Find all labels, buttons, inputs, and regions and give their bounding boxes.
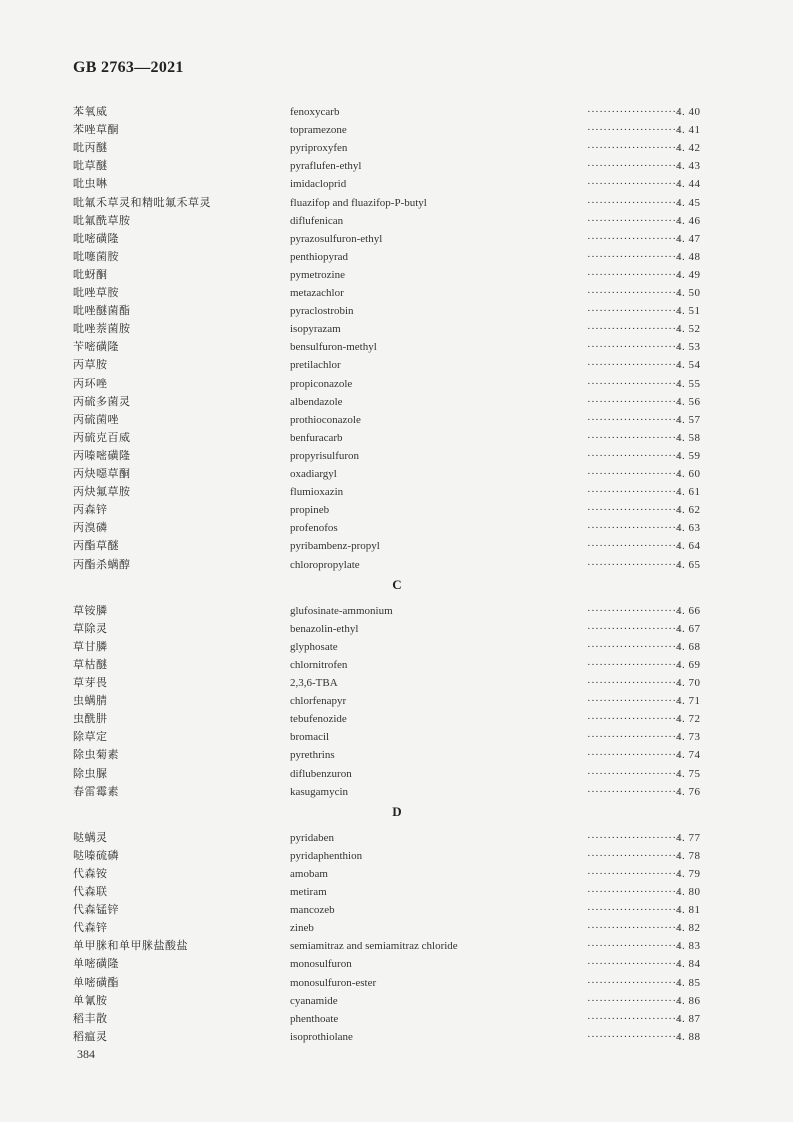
english-name: zineb <box>290 922 314 935</box>
index-entry <box>0 266 793 284</box>
clause-reference: 4. 45 <box>676 196 701 209</box>
leader-dots: ······················· <box>587 785 681 798</box>
english-name: 2,3,6-TBA <box>290 677 338 689</box>
english-name: diflufenican <box>290 214 344 227</box>
index-entry <box>0 338 793 356</box>
index-entry <box>0 447 793 465</box>
leader-dots: ······················· <box>587 431 681 444</box>
leader-dots: ······················· <box>587 287 681 299</box>
english-name: pymetrozine <box>290 268 345 281</box>
english-name: pyridaben <box>290 831 334 844</box>
chinese-name: 吡唑草胺 <box>73 286 119 299</box>
clause-reference: 4. 71 <box>676 695 701 708</box>
leader-dots: ······················· <box>587 867 681 880</box>
leader-dots: ······················· <box>587 677 681 689</box>
leader-dots: ······················· <box>587 540 681 553</box>
clause-reference: 4. 77 <box>676 831 701 844</box>
english-name: pretilachlor <box>290 359 341 372</box>
chinese-name: 吡噻菌胺 <box>73 249 119 263</box>
index-entry <box>0 783 793 801</box>
clause-reference: 4. 44 <box>676 178 701 191</box>
english-name: oxadiargyl <box>290 468 337 480</box>
index-entry <box>0 937 793 955</box>
index-entry <box>0 955 793 973</box>
index-entry <box>0 302 793 320</box>
english-name: kasugamycin <box>290 785 349 798</box>
leader-dots: ······················· <box>587 142 681 155</box>
english-name: imidacloprid <box>290 178 347 191</box>
chinese-name: 哒螨灵 <box>73 830 108 844</box>
index-entry <box>0 556 793 574</box>
chinese-name: 丙硫多菌灵 <box>73 394 131 408</box>
index-entry <box>0 710 793 728</box>
english-name: pyriproxyfen <box>290 142 348 155</box>
english-name: amobam <box>290 867 328 880</box>
clause-reference: 4. 43 <box>676 160 701 173</box>
chinese-name: 吡氟酰草胺 <box>73 213 131 227</box>
chinese-name: 虫酰肼 <box>73 712 108 726</box>
english-name: pyribambenz-propyl <box>290 540 380 553</box>
english-name: penthiopyrad <box>290 250 349 263</box>
english-name: propyrisulfuron <box>290 449 360 462</box>
chinese-name: 单氰胺 <box>73 993 108 1007</box>
chinese-name: 代森铵 <box>73 866 108 880</box>
index-entry <box>0 620 793 638</box>
english-name: monosulfuron-ester <box>290 976 377 989</box>
english-name: metiram <box>290 886 327 898</box>
english-name: cyanamide <box>290 994 338 1007</box>
chinese-name: 丙炔噁草酮 <box>73 467 131 480</box>
index-entry <box>0 248 793 266</box>
chinese-name: 代森锌 <box>73 921 108 935</box>
index-entry <box>0 692 793 710</box>
clause-reference: 4. 88 <box>676 1030 701 1043</box>
english-name: profenofos <box>290 522 338 535</box>
leader-dots: ······················· <box>587 695 681 708</box>
chinese-name: 稻瘟灵 <box>73 1029 108 1043</box>
index-entry <box>0 656 793 674</box>
section-letter: C <box>392 576 402 592</box>
clause-reference: 4. 80 <box>676 886 701 898</box>
chinese-name: 代森联 <box>73 885 108 898</box>
leader-dots: ······················· <box>587 232 681 245</box>
leader-dots: ······················· <box>587 1012 681 1025</box>
index-entry <box>0 602 793 620</box>
chinese-name: 丙炔氟草胺 <box>73 485 131 499</box>
english-name: fenoxycarb <box>290 106 340 118</box>
index-entry <box>0 974 793 992</box>
leader-dots: ······················· <box>587 958 681 971</box>
chinese-name: 单嘧磺隆 <box>73 957 119 971</box>
clause-reference: 4. 47 <box>676 232 701 245</box>
clause-reference: 4. 62 <box>676 504 701 517</box>
index-entry <box>0 356 793 374</box>
english-name: metazachlor <box>290 287 344 299</box>
english-name: benfuracarb <box>290 431 343 444</box>
clause-reference: 4. 56 <box>676 395 701 408</box>
leader-dots: ······················· <box>587 268 681 281</box>
leader-dots: ······················· <box>587 522 681 535</box>
clause-reference: 4. 42 <box>676 142 701 155</box>
page-number: 384 <box>77 1047 95 1061</box>
clause-reference: 4. 53 <box>676 341 701 354</box>
index-entry <box>0 212 793 230</box>
chinese-name: 苄嘧磺隆 <box>73 340 119 354</box>
chinese-name: 单嘧磺酯 <box>73 975 119 989</box>
clause-reference: 4. 40 <box>676 106 701 118</box>
index-entry <box>0 1028 793 1046</box>
index-entry <box>0 103 793 121</box>
leader-dots: ······················· <box>587 922 681 935</box>
leader-dots: ······················· <box>587 377 681 390</box>
clause-reference: 4. 86 <box>676 994 701 1007</box>
index-entry <box>0 139 793 157</box>
clause-reference: 4. 66 <box>676 604 701 617</box>
index-entry <box>0 320 793 338</box>
standard-id: GB 2763—2021 <box>73 59 184 76</box>
english-name: fluazifop and fluazifop-P-butyl <box>290 196 427 209</box>
chinese-name: 丙硫菌唑 <box>73 412 119 426</box>
index-entry <box>0 465 793 483</box>
english-name: flumioxazin <box>290 486 344 499</box>
clause-reference: 4. 87 <box>676 1012 701 1025</box>
english-name: pyraflufen-ethyl <box>290 160 362 173</box>
leader-dots: ······················· <box>587 886 681 898</box>
clause-reference: 4. 81 <box>676 904 701 917</box>
clause-reference: 4. 52 <box>676 323 701 336</box>
leader-dots: ······················· <box>587 341 681 354</box>
clause-reference: 4. 48 <box>676 250 701 263</box>
index-entry <box>0 411 793 429</box>
index-entry <box>0 175 793 193</box>
section-letter: D <box>392 803 402 819</box>
english-name: chloropropylate <box>290 558 360 571</box>
index-entry <box>0 919 793 937</box>
index-entry <box>0 157 793 175</box>
clause-reference: 4. 73 <box>676 731 701 744</box>
chinese-name: 丙酯草醚 <box>73 539 119 553</box>
chinese-name: 丙硫克百威 <box>73 430 131 444</box>
leader-dots: ······················· <box>587 558 681 571</box>
clause-reference: 4. 57 <box>676 413 701 426</box>
clause-reference: 4. 76 <box>676 785 701 798</box>
english-name: isopyrazam <box>290 323 341 336</box>
english-name: prothioconazole <box>290 413 361 426</box>
clause-reference: 4. 54 <box>676 359 701 372</box>
index-entry <box>0 728 793 746</box>
english-name: bensulfuron-methyl <box>290 341 377 354</box>
english-name: phenthoate <box>290 1012 339 1025</box>
leader-dots: ······················· <box>587 124 681 137</box>
english-name: glufosinate-ammonium <box>290 604 393 617</box>
english-name: isoprothiolane <box>290 1030 353 1043</box>
chinese-name: 吡蚜酮 <box>73 267 108 281</box>
index-entry <box>0 537 793 555</box>
chinese-name: 哒嗪硫磷 <box>73 848 119 862</box>
clause-reference: 4. 79 <box>676 867 701 880</box>
clause-reference: 4. 67 <box>676 622 701 635</box>
english-name: topramezone <box>290 124 347 137</box>
english-name: pyrazosulfuron-ethyl <box>290 232 383 245</box>
leader-dots: ······················· <box>587 994 681 1007</box>
leader-dots: ······················· <box>587 413 681 426</box>
clause-reference: 4. 51 <box>676 305 701 318</box>
english-name: semiamitraz and semiamitraz chloride <box>290 940 458 953</box>
leader-dots: ······················· <box>587 305 681 318</box>
index-entry <box>0 1010 793 1028</box>
leader-dots: ······················· <box>587 250 681 263</box>
english-name: pyridaphenthion <box>290 849 363 862</box>
clause-reference: 4. 78 <box>676 849 701 862</box>
leader-dots: ······················· <box>587 604 681 617</box>
index-entry <box>0 483 793 501</box>
chinese-name: 丙溴磷 <box>73 521 108 535</box>
leader-dots: ······················· <box>587 449 681 462</box>
leader-dots: ······················· <box>587 106 681 118</box>
english-name: pyraclostrobin <box>290 305 354 318</box>
leader-dots: ······················· <box>587 323 681 336</box>
leader-dots: ······················· <box>587 395 681 408</box>
chinese-name: 吡唑萘菌胺 <box>73 322 131 336</box>
english-name: propineb <box>290 504 330 517</box>
index-entry <box>0 194 793 212</box>
leader-dots: ······················· <box>587 849 681 862</box>
clause-reference: 4. 68 <box>676 640 701 653</box>
clause-reference: 4. 55 <box>676 377 701 390</box>
leader-dots: ······················· <box>587 359 681 372</box>
chinese-name: 草铵膦 <box>73 603 108 617</box>
leader-dots: ······················· <box>587 767 681 780</box>
index-entry <box>0 519 793 537</box>
chinese-name: 苯氧威 <box>73 105 108 118</box>
leader-dots: ······················· <box>587 1030 681 1043</box>
index-entry <box>0 901 793 919</box>
english-name: propiconazole <box>290 377 353 390</box>
clause-reference: 4. 41 <box>676 124 701 137</box>
leader-dots: ······················· <box>587 486 681 499</box>
leader-dots: ······················· <box>587 622 681 635</box>
chinese-name: 草芽畏 <box>73 676 108 689</box>
leader-dots: ······················· <box>587 940 681 953</box>
chinese-name: 春雷霉素 <box>73 784 119 798</box>
index-entry <box>0 992 793 1010</box>
clause-reference: 4. 69 <box>676 658 701 671</box>
leader-dots: ······················· <box>587 214 681 227</box>
clause-reference: 4. 61 <box>676 486 701 499</box>
index-entry <box>0 829 793 847</box>
clause-reference: 4. 72 <box>676 713 701 726</box>
index-entry <box>0 284 793 302</box>
english-name: chlornitrofen <box>290 658 348 671</box>
index-entry <box>0 638 793 656</box>
english-name: benazolin-ethyl <box>290 622 359 635</box>
clause-reference: 4. 75 <box>676 767 701 780</box>
leader-dots: ······················· <box>587 749 681 762</box>
chinese-name: 丙环唑 <box>73 376 108 390</box>
leader-dots: ······················· <box>587 976 681 989</box>
index-entry <box>0 429 793 447</box>
english-name: pyrethrins <box>290 749 335 762</box>
clause-reference: 4. 70 <box>676 677 701 689</box>
index-entry <box>0 393 793 411</box>
chinese-name: 草枯醚 <box>73 657 108 671</box>
clause-reference: 4. 74 <box>676 749 701 762</box>
chinese-name: 吡嘧磺隆 <box>73 231 119 245</box>
chinese-name: 除虫脲 <box>73 766 108 780</box>
clause-reference: 4. 63 <box>676 522 701 535</box>
clause-reference: 4. 83 <box>676 940 701 953</box>
english-name: monosulfuron <box>290 958 352 971</box>
leader-dots: ······················· <box>587 178 681 191</box>
clause-reference: 4. 50 <box>676 287 701 299</box>
chinese-name: 吡草醚 <box>73 159 108 173</box>
clause-reference: 4. 85 <box>676 976 701 989</box>
english-name: mancozeb <box>290 904 335 917</box>
chinese-name: 丙草胺 <box>73 358 108 372</box>
english-name: diflubenzuron <box>290 767 352 780</box>
english-name: chlorfenapyr <box>290 695 347 708</box>
clause-reference: 4. 49 <box>676 268 701 281</box>
chinese-name: 吡氟禾草灵和精吡氟禾草灵 <box>73 195 211 209</box>
leader-dots: ······················· <box>587 904 681 917</box>
chinese-name: 稻丰散 <box>73 1011 108 1025</box>
chinese-name: 苯唑草酮 <box>73 123 119 137</box>
chinese-name: 丙嗪嘧磺隆 <box>73 448 131 462</box>
index-entry <box>0 674 793 692</box>
index-entry <box>0 883 793 901</box>
index-entry <box>0 230 793 248</box>
chinese-name: 代森锰锌 <box>73 903 119 917</box>
english-name: tebufenozide <box>290 713 347 726</box>
chinese-name: 除虫菊素 <box>73 748 119 762</box>
leader-dots: ······················· <box>587 731 681 744</box>
leader-dots: ······················· <box>587 196 681 209</box>
leader-dots: ······················· <box>587 504 681 517</box>
leader-dots: ······················· <box>587 640 681 653</box>
index-entry <box>0 501 793 519</box>
english-name: glyphosate <box>290 640 338 653</box>
index-entry <box>0 765 793 783</box>
english-name: bromacil <box>290 731 330 744</box>
leader-dots: ······················· <box>587 160 681 173</box>
chinese-name: 吡丙醚 <box>73 141 108 155</box>
index-entry <box>0 847 793 865</box>
clause-reference: 4. 82 <box>676 922 701 935</box>
clause-reference: 4. 59 <box>676 449 701 462</box>
clause-reference: 4. 65 <box>676 558 701 571</box>
clause-reference: 4. 60 <box>676 468 701 480</box>
leader-dots: ······················· <box>587 831 681 844</box>
chinese-name: 吡唑醚菌酯 <box>73 304 131 318</box>
chinese-name: 丙森锌 <box>73 503 108 517</box>
index-entry <box>0 121 793 139</box>
chinese-name: 草甘膦 <box>73 639 108 653</box>
english-name: albendazole <box>290 395 343 408</box>
chinese-name: 草除灵 <box>73 621 108 635</box>
index-entry <box>0 865 793 883</box>
clause-reference: 4. 58 <box>676 431 701 444</box>
chinese-name: 丙酯杀螨醇 <box>73 557 131 571</box>
chinese-name: 吡虫啉 <box>73 177 108 191</box>
clause-reference: 4. 84 <box>676 958 701 971</box>
clause-reference: 4. 46 <box>676 214 701 227</box>
index-entry <box>0 375 793 393</box>
chinese-name: 除草定 <box>73 730 108 744</box>
leader-dots: ······················· <box>587 713 681 726</box>
leader-dots: ······················· <box>587 468 681 480</box>
index-entry <box>0 746 793 764</box>
leader-dots: ······················· <box>587 658 681 671</box>
clause-reference: 4. 64 <box>676 540 701 553</box>
chinese-name: 虫螨腈 <box>73 694 108 708</box>
chinese-name: 单甲脒和单甲脒盐酸盐 <box>73 939 188 953</box>
